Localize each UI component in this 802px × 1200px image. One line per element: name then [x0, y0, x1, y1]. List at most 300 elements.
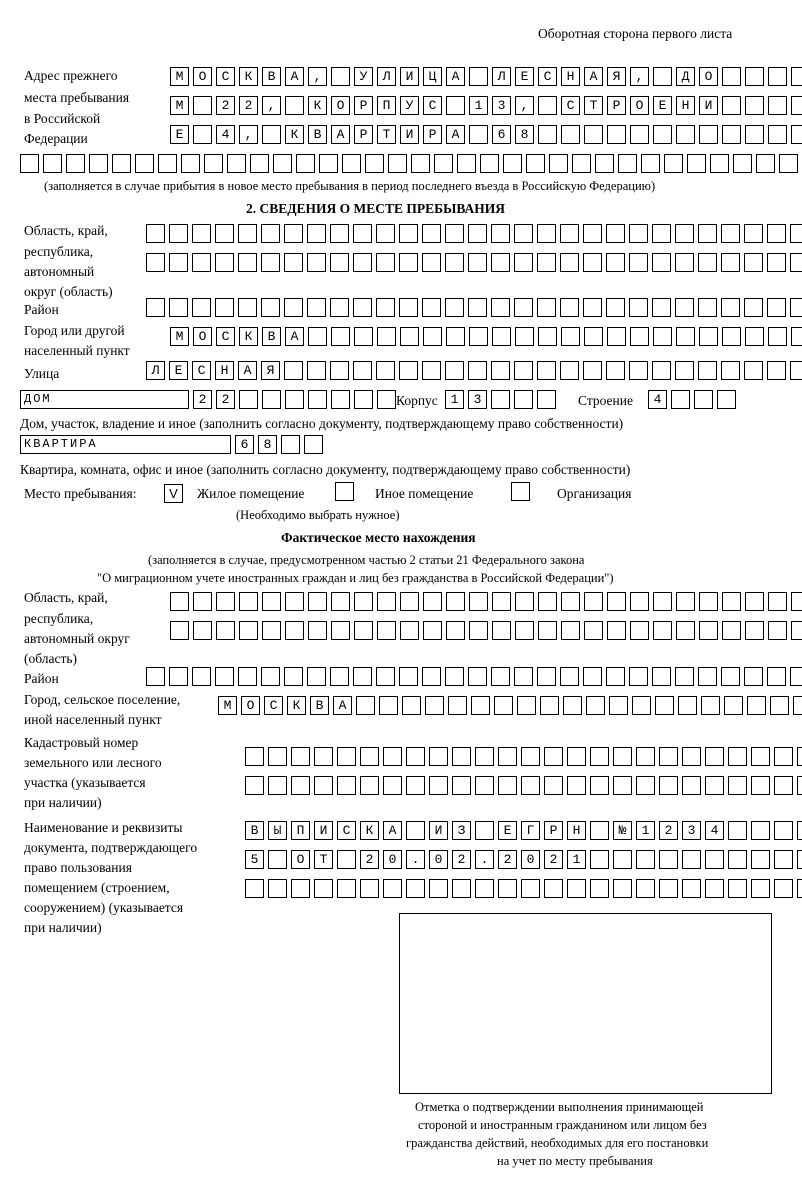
- letter-cell[interactable]: [560, 224, 579, 243]
- letter-cell[interactable]: [537, 667, 556, 686]
- letter-cell[interactable]: [434, 154, 453, 173]
- letter-cell[interactable]: [379, 696, 398, 715]
- letter-cell[interactable]: [744, 224, 763, 243]
- letter-cell[interactable]: [468, 224, 487, 243]
- letter-cell[interactable]: [170, 592, 189, 611]
- letter-cell[interactable]: К: [287, 696, 306, 715]
- letter-cell[interactable]: У: [400, 96, 419, 115]
- letter-cell[interactable]: [630, 125, 649, 144]
- letter-cell[interactable]: [353, 253, 372, 272]
- letter-cell[interactable]: [767, 361, 786, 380]
- letter-cell[interactable]: [751, 747, 770, 766]
- letter-cell[interactable]: [492, 621, 511, 640]
- letter-cell[interactable]: №: [613, 821, 632, 840]
- letter-cell[interactable]: [583, 361, 602, 380]
- letter-cell[interactable]: [446, 327, 465, 346]
- letter-cell[interactable]: [675, 253, 694, 272]
- letter-cell[interactable]: [245, 776, 264, 795]
- letter-cell[interactable]: [193, 621, 212, 640]
- letter-cell[interactable]: [468, 253, 487, 272]
- letter-cell[interactable]: [400, 621, 419, 640]
- letter-cell[interactable]: [538, 592, 557, 611]
- letter-cell[interactable]: [653, 621, 672, 640]
- letter-cell[interactable]: Е: [515, 67, 534, 86]
- letter-cell[interactable]: 2: [544, 850, 563, 869]
- letter-cell[interactable]: [498, 747, 517, 766]
- actual-region-row-2[interactable]: [170, 621, 802, 642]
- letter-cell[interactable]: [262, 621, 281, 640]
- letter-cell[interactable]: [215, 224, 234, 243]
- letter-cell[interactable]: Н: [561, 67, 580, 86]
- letter-cell[interactable]: [514, 224, 533, 243]
- letter-cell[interactable]: 2: [216, 390, 235, 409]
- letter-cell[interactable]: [261, 253, 280, 272]
- letter-cell[interactable]: [698, 253, 717, 272]
- letter-cell[interactable]: Н: [676, 96, 695, 115]
- letter-cell[interactable]: [607, 327, 626, 346]
- letter-cell[interactable]: И: [400, 67, 419, 86]
- letter-cell[interactable]: М: [218, 696, 237, 715]
- letter-cell[interactable]: Л: [377, 67, 396, 86]
- letter-cell[interactable]: [544, 879, 563, 898]
- letter-cell[interactable]: [793, 696, 802, 715]
- letter-cell[interactable]: А: [285, 67, 304, 86]
- letter-cell[interactable]: Р: [607, 96, 626, 115]
- letter-cell[interactable]: [584, 592, 603, 611]
- letter-cell[interactable]: Т: [584, 96, 603, 115]
- letter-cell[interactable]: 4: [705, 821, 724, 840]
- letter-cell[interactable]: [498, 776, 517, 795]
- letter-cell[interactable]: [262, 125, 281, 144]
- letter-cell[interactable]: [705, 776, 724, 795]
- cadastral-row-1[interactable]: [245, 747, 802, 768]
- letter-cell[interactable]: [353, 224, 372, 243]
- letter-cell[interactable]: [307, 253, 326, 272]
- actual-district-row[interactable]: [146, 667, 802, 688]
- letter-cell[interactable]: [192, 253, 211, 272]
- letter-cell[interactable]: [583, 224, 602, 243]
- letter-cell[interactable]: [699, 621, 718, 640]
- letter-cell[interactable]: [607, 592, 626, 611]
- letter-cell[interactable]: [586, 696, 605, 715]
- street-row[interactable]: [146, 361, 802, 382]
- letter-cell[interactable]: [675, 667, 694, 686]
- doc-row-1[interactable]: [245, 821, 802, 842]
- letter-cell[interactable]: [595, 154, 614, 173]
- letter-cell[interactable]: [503, 154, 522, 173]
- letter-cell[interactable]: У: [354, 67, 373, 86]
- letter-cell[interactable]: [698, 298, 717, 317]
- letter-cell[interactable]: [491, 253, 510, 272]
- letter-cell[interactable]: [480, 154, 499, 173]
- letter-cell[interactable]: [337, 776, 356, 795]
- letter-cell[interactable]: [308, 390, 327, 409]
- letter-cell[interactable]: [728, 879, 747, 898]
- letter-cell[interactable]: А: [238, 361, 257, 380]
- letter-cell[interactable]: [652, 224, 671, 243]
- letter-cell[interactable]: [560, 253, 579, 272]
- letter-cell[interactable]: [400, 327, 419, 346]
- letter-cell[interactable]: [629, 667, 648, 686]
- letter-cell[interactable]: [675, 361, 694, 380]
- letter-cell[interactable]: [216, 621, 235, 640]
- letter-cell[interactable]: С: [561, 96, 580, 115]
- letter-cell[interactable]: К: [308, 96, 327, 115]
- letter-cell[interactable]: [641, 154, 660, 173]
- letter-cell[interactable]: И: [400, 125, 419, 144]
- letter-cell[interactable]: [475, 776, 494, 795]
- letter-cell[interactable]: С: [216, 327, 235, 346]
- letter-cell[interactable]: [744, 253, 763, 272]
- letter-cell[interactable]: [537, 361, 556, 380]
- letter-cell[interactable]: [768, 621, 787, 640]
- letter-cell[interactable]: С: [216, 67, 235, 86]
- letter-cell[interactable]: [652, 361, 671, 380]
- letter-cell[interactable]: [285, 96, 304, 115]
- letter-cell[interactable]: 1: [636, 821, 655, 840]
- letter-cell[interactable]: [239, 621, 258, 640]
- letter-cell[interactable]: [469, 592, 488, 611]
- letter-cell[interactable]: [66, 154, 85, 173]
- letter-cell[interactable]: [584, 327, 603, 346]
- letter-cell[interactable]: 8: [515, 125, 534, 144]
- letter-cell[interactable]: [682, 879, 701, 898]
- letter-cell[interactable]: [733, 154, 752, 173]
- letter-cell[interactable]: [699, 592, 718, 611]
- letter-cell[interactable]: [291, 747, 310, 766]
- letter-cell[interactable]: [492, 592, 511, 611]
- letter-cell[interactable]: [721, 361, 740, 380]
- letter-cell[interactable]: [181, 154, 200, 173]
- letter-cell[interactable]: [308, 327, 327, 346]
- letter-cell[interactable]: [751, 821, 770, 840]
- letter-cell[interactable]: [158, 154, 177, 173]
- letter-cell[interactable]: 4: [648, 390, 667, 409]
- letter-cell[interactable]: Н: [215, 361, 234, 380]
- letter-cell[interactable]: [517, 696, 536, 715]
- letter-cell[interactable]: [659, 747, 678, 766]
- letter-cell[interactable]: ,: [630, 67, 649, 86]
- letter-cell[interactable]: Л: [492, 67, 511, 86]
- letter-cell[interactable]: [146, 298, 165, 317]
- letter-cell[interactable]: [682, 776, 701, 795]
- letter-cell[interactable]: Н: [567, 821, 586, 840]
- letter-cell[interactable]: [169, 253, 188, 272]
- letter-cell[interactable]: С: [538, 67, 557, 86]
- letter-cell[interactable]: [606, 361, 625, 380]
- letter-cell[interactable]: [422, 298, 441, 317]
- letter-cell[interactable]: [169, 224, 188, 243]
- letter-cell[interactable]: [768, 592, 787, 611]
- letter-cell[interactable]: ,: [308, 67, 327, 86]
- letter-cell[interactable]: [354, 327, 373, 346]
- letter-cell[interactable]: [797, 776, 802, 795]
- letter-cell[interactable]: В: [262, 327, 281, 346]
- letter-cell[interactable]: 2: [360, 850, 379, 869]
- letter-cell[interactable]: [227, 154, 246, 173]
- letter-cell[interactable]: [768, 125, 787, 144]
- region-row-2[interactable]: [146, 253, 802, 274]
- letter-cell[interactable]: [583, 667, 602, 686]
- letter-cell[interactable]: 1: [469, 96, 488, 115]
- letter-cell[interactable]: [399, 253, 418, 272]
- letter-cell[interactable]: [537, 253, 556, 272]
- letter-cell[interactable]: [262, 592, 281, 611]
- letter-cell[interactable]: [514, 667, 533, 686]
- letter-cell[interactable]: [469, 327, 488, 346]
- letter-cell[interactable]: 2: [498, 850, 517, 869]
- letter-cell[interactable]: [698, 667, 717, 686]
- letter-cell[interactable]: Е: [170, 125, 189, 144]
- letter-cell[interactable]: [584, 125, 603, 144]
- letter-cell[interactable]: А: [331, 125, 350, 144]
- letter-cell[interactable]: [376, 667, 395, 686]
- letter-cell[interactable]: [676, 592, 695, 611]
- letter-cell[interactable]: П: [291, 821, 310, 840]
- letter-cell[interactable]: [377, 390, 396, 409]
- apartment-number-row[interactable]: [235, 435, 327, 456]
- letter-cell[interactable]: [537, 298, 556, 317]
- letter-cell[interactable]: И: [314, 821, 333, 840]
- letter-cell[interactable]: [653, 125, 672, 144]
- letter-cell[interactable]: [791, 67, 802, 86]
- letter-cell[interactable]: [791, 125, 802, 144]
- letter-cell[interactable]: [331, 592, 350, 611]
- letter-cell[interactable]: [728, 850, 747, 869]
- letter-cell[interactable]: [268, 776, 287, 795]
- living-premises-checkbox[interactable]: V: [164, 484, 183, 503]
- apartment-type-field[interactable]: КВАРТИРА: [20, 435, 231, 454]
- letter-cell[interactable]: [284, 667, 303, 686]
- letter-cell[interactable]: [445, 253, 464, 272]
- letter-cell[interactable]: [630, 592, 649, 611]
- letter-cell[interactable]: [399, 298, 418, 317]
- letter-cell[interactable]: [376, 253, 395, 272]
- letter-cell[interactable]: [699, 125, 718, 144]
- letter-cell[interactable]: [728, 821, 747, 840]
- letter-cell[interactable]: [215, 298, 234, 317]
- letter-cell[interactable]: О: [193, 327, 212, 346]
- letter-cell[interactable]: [445, 361, 464, 380]
- letter-cell[interactable]: [636, 879, 655, 898]
- letter-cell[interactable]: [676, 125, 695, 144]
- letter-cell[interactable]: С: [192, 361, 211, 380]
- letter-cell[interactable]: 3: [492, 96, 511, 115]
- letter-cell[interactable]: [445, 298, 464, 317]
- letter-cell[interactable]: [728, 776, 747, 795]
- letter-cell[interactable]: [653, 592, 672, 611]
- letter-cell[interactable]: [193, 125, 212, 144]
- letter-cell[interactable]: [307, 298, 326, 317]
- letter-cell[interactable]: [356, 696, 375, 715]
- letter-cell[interactable]: [314, 879, 333, 898]
- letter-cell[interactable]: [330, 253, 349, 272]
- letter-cell[interactable]: [425, 696, 444, 715]
- letter-cell[interactable]: [561, 621, 580, 640]
- letter-cell[interactable]: [767, 667, 786, 686]
- letter-cell[interactable]: [353, 667, 372, 686]
- letter-cell[interactable]: [745, 621, 764, 640]
- letter-cell[interactable]: [452, 879, 471, 898]
- letter-cell[interactable]: [560, 667, 579, 686]
- letter-cell[interactable]: [606, 253, 625, 272]
- letter-cell[interactable]: Е: [653, 96, 672, 115]
- letter-cell[interactable]: [331, 67, 350, 86]
- letter-cell[interactable]: [406, 776, 425, 795]
- letter-cell[interactable]: [262, 390, 281, 409]
- letter-cell[interactable]: [722, 67, 741, 86]
- korpus-row[interactable]: [445, 390, 560, 411]
- letter-cell[interactable]: [791, 327, 802, 346]
- letter-cell[interactable]: [376, 224, 395, 243]
- letter-cell[interactable]: [687, 154, 706, 173]
- letter-cell[interactable]: [567, 747, 586, 766]
- letter-cell[interactable]: [722, 592, 741, 611]
- letter-cell[interactable]: [671, 390, 690, 409]
- letter-cell[interactable]: [331, 621, 350, 640]
- letter-cell[interactable]: [791, 592, 802, 611]
- letter-cell[interactable]: В: [245, 821, 264, 840]
- letter-cell[interactable]: .: [475, 850, 494, 869]
- letter-cell[interactable]: [606, 224, 625, 243]
- letter-cell[interactable]: [724, 696, 743, 715]
- letter-cell[interactable]: [698, 361, 717, 380]
- letter-cell[interactable]: [767, 224, 786, 243]
- letter-cell[interactable]: [630, 621, 649, 640]
- letter-cell[interactable]: [284, 361, 303, 380]
- letter-cell[interactable]: [457, 154, 476, 173]
- letter-cell[interactable]: [471, 696, 490, 715]
- letter-cell[interactable]: [745, 592, 764, 611]
- letter-cell[interactable]: [20, 154, 39, 173]
- letter-cell[interactable]: [475, 747, 494, 766]
- letter-cell[interactable]: [250, 154, 269, 173]
- letter-cell[interactable]: К: [360, 821, 379, 840]
- letter-cell[interactable]: [606, 667, 625, 686]
- letter-cell[interactable]: [774, 821, 793, 840]
- letter-cell[interactable]: [468, 298, 487, 317]
- letter-cell[interactable]: [498, 879, 517, 898]
- letter-cell[interactable]: [701, 696, 720, 715]
- letter-cell[interactable]: Р: [423, 125, 442, 144]
- letter-cell[interactable]: [238, 253, 257, 272]
- letter-cell[interactable]: [678, 696, 697, 715]
- letter-cell[interactable]: О: [331, 96, 350, 115]
- letter-cell[interactable]: [584, 621, 603, 640]
- letter-cell[interactable]: [377, 592, 396, 611]
- letter-cell[interactable]: [422, 224, 441, 243]
- letter-cell[interactable]: [193, 592, 212, 611]
- letter-cell[interactable]: [268, 850, 287, 869]
- letter-cell[interactable]: [538, 327, 557, 346]
- letter-cell[interactable]: [169, 667, 188, 686]
- letter-cell[interactable]: [744, 667, 763, 686]
- letter-cell[interactable]: [423, 621, 442, 640]
- letter-cell[interactable]: 4: [216, 125, 235, 144]
- letter-cell[interactable]: Р: [354, 125, 373, 144]
- letter-cell[interactable]: Т: [377, 125, 396, 144]
- letter-cell[interactable]: [664, 154, 683, 173]
- letter-cell[interactable]: [767, 253, 786, 272]
- letter-cell[interactable]: [705, 850, 724, 869]
- letter-cell[interactable]: А: [285, 327, 304, 346]
- letter-cell[interactable]: [751, 879, 770, 898]
- letter-cell[interactable]: [448, 696, 467, 715]
- letter-cell[interactable]: 0: [383, 850, 402, 869]
- letter-cell[interactable]: [216, 592, 235, 611]
- letter-cell[interactable]: А: [383, 821, 402, 840]
- letter-cell[interactable]: Д: [676, 67, 695, 86]
- letter-cell[interactable]: [429, 747, 448, 766]
- letter-cell[interactable]: [422, 667, 441, 686]
- letter-cell[interactable]: [354, 390, 373, 409]
- letter-cell[interactable]: [215, 667, 234, 686]
- letter-cell[interactable]: [239, 592, 258, 611]
- letter-cell[interactable]: [652, 298, 671, 317]
- letter-cell[interactable]: [544, 747, 563, 766]
- letter-cell[interactable]: [331, 390, 350, 409]
- letter-cell[interactable]: 2: [452, 850, 471, 869]
- letter-cell[interactable]: [561, 327, 580, 346]
- letter-cell[interactable]: [675, 298, 694, 317]
- letter-cell[interactable]: [607, 125, 626, 144]
- letter-cell[interactable]: [618, 154, 637, 173]
- letter-cell[interactable]: [745, 96, 764, 115]
- letter-cell[interactable]: [468, 361, 487, 380]
- letter-cell[interactable]: [475, 879, 494, 898]
- letter-cell[interactable]: 1: [445, 390, 464, 409]
- letter-cell[interactable]: Г: [521, 821, 540, 840]
- letter-cell[interactable]: В: [262, 67, 281, 86]
- letter-cell[interactable]: 1: [567, 850, 586, 869]
- letter-cell[interactable]: [446, 96, 465, 115]
- letter-cell[interactable]: [238, 224, 257, 243]
- letter-cell[interactable]: [544, 776, 563, 795]
- letter-cell[interactable]: [676, 621, 695, 640]
- letter-cell[interactable]: [629, 361, 648, 380]
- prev-address-row-4[interactable]: [20, 154, 802, 175]
- house-type-field[interactable]: ДОМ: [20, 390, 189, 409]
- letter-cell[interactable]: [376, 361, 395, 380]
- letter-cell[interactable]: [791, 621, 802, 640]
- letter-cell[interactable]: [682, 850, 701, 869]
- letter-cell[interactable]: [560, 298, 579, 317]
- letter-cell[interactable]: [590, 850, 609, 869]
- letter-cell[interactable]: [337, 879, 356, 898]
- letter-cell[interactable]: [146, 224, 165, 243]
- letter-cell[interactable]: [537, 390, 556, 409]
- letter-cell[interactable]: ,: [262, 96, 281, 115]
- letter-cell[interactable]: [636, 850, 655, 869]
- letter-cell[interactable]: [337, 850, 356, 869]
- letter-cell[interactable]: [491, 224, 510, 243]
- letter-cell[interactable]: [146, 253, 165, 272]
- letter-cell[interactable]: [135, 154, 154, 173]
- letter-cell[interactable]: [170, 621, 189, 640]
- letter-cell[interactable]: 2: [193, 390, 212, 409]
- letter-cell[interactable]: [514, 253, 533, 272]
- letter-cell[interactable]: [797, 821, 802, 840]
- letter-cell[interactable]: [445, 224, 464, 243]
- letter-cell[interactable]: 8: [258, 435, 277, 454]
- letter-cell[interactable]: [238, 298, 257, 317]
- letter-cell[interactable]: [330, 667, 349, 686]
- letter-cell[interactable]: [291, 879, 310, 898]
- letter-cell[interactable]: [284, 253, 303, 272]
- letter-cell[interactable]: [768, 327, 787, 346]
- letter-cell[interactable]: [751, 850, 770, 869]
- letter-cell[interactable]: [745, 327, 764, 346]
